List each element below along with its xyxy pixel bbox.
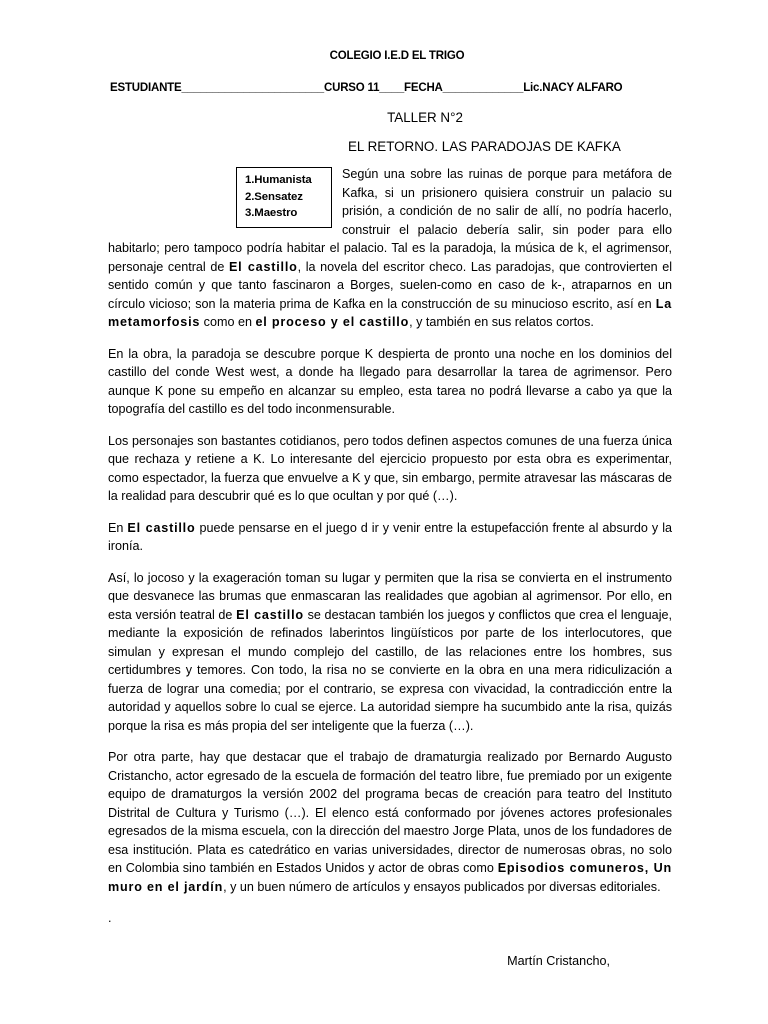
- options-box: [236, 167, 332, 228]
- title-el-castillo-3: El castillo: [236, 607, 304, 622]
- author-signature: Martín Cristancho,: [507, 953, 610, 968]
- document-subtitle: EL RETORNO. LAS PARADOJAS DE KAFKA: [348, 138, 621, 154]
- paragraph-2: En la obra, la paradoja se descubre porque K despierta de pronto una noche en los dominios del castillo del conde West west, a donde ha llegado para desarrollar la tarea de agrimensor. Pero aunque K pone su empeño en alcanzar su empleo, esta tarea no podrá llevarse a cabo ya que la topografía del castillo es del todo inconmensurable.: [108, 346, 672, 417]
- paragraph-1-seg-4: como en: [200, 315, 256, 330]
- paragraph-6-seg-1: Por otra parte, hay que destacar que el trabajo de dramaturgia realizado por Bernardo Augusto Cristancho, actor egresado de la escuela de formación del teatro libre, fue premiado por un exigente equipo de dramaturgos la versión 2002 del programa becas de creación para teatro del Instituto Distrital de Cultura y Turismo (…). El elenco está conformado por jóvenes actores profesionales egresados de la misma escuela, con la dirección del maestro Jorge Plata, unos de los fundadores de esa institución. Plata es catedrático en varias universidades, director de numerosas obras, no solo en Colombia sino también en Estados Unidos y actor de obras como: [108, 750, 672, 876]
- options-box-item-2: 2.Sensatez: [245, 190, 303, 203]
- paragraph-4-seg-1: En: [108, 520, 128, 535]
- student-info-line: ESTUDIANTE_______________________CURSO 11____FECHA_____________Lic.NACY ALFARO: [110, 82, 623, 94]
- paragraph-4: [108, 519, 672, 556]
- title-el-castillo: El castillo: [228, 259, 298, 274]
- paragraph-1-seg-5: , y también en sus relatos cortos.: [409, 315, 594, 330]
- paragraph-1-seg-1: Según una sobre las ruinas de porque para: [342, 167, 603, 182]
- paragraph-1: [108, 165, 672, 332]
- school-title: COLEGIO I.E.D EL TRIGO: [329, 50, 465, 62]
- titles-episodios-comuneros-un-muro-en-el-jardin: Episodios comuneros, Un muro en el jardín: [108, 861, 672, 894]
- options-box-item-1: 1.Humanista: [245, 174, 312, 187]
- paragraph-4-seg-2: puede pensarse en el juego d ir y venir entre la estupefacción frente al absurdo y la ironía.: [108, 520, 672, 554]
- options-box-item-3: 3.Maestro: [245, 207, 298, 220]
- paragraph-1-seg-3: , la novela del escritor checo. Las paradojas, que controvierten el sentido común y que tanto fascinaron a Borges, suelen-como en caso de k-, atraparnos en un círculo vicioso; son la materia prima de Kafka en la construcción de su minucioso escrito, así en: [108, 259, 672, 311]
- trailing-dot: .: [108, 911, 112, 926]
- workshop-title: TALLER N°2: [387, 110, 463, 125]
- title-la-metamorfosis: La metamorfosis: [108, 296, 672, 330]
- document-body: [0, 108, 768, 970]
- paragraph-3: Los personajes son bastantes cotidianos, pero todos definen aspectos comunes de una fuerza única que rechaza y retiene a K. Lo interesante del ejercicio propuesto por esta obra es experimentar, como espectador, la fuerza que envuelve a K y que, sin embargo, permite atravesar las máscaras de la realidad para descubrir qué es lo que ocultan y por qué (…).: [108, 433, 672, 504]
- paragraph-6-seg-2: , y un buen número de artículos y ensayos publicados por diversas editoriales.: [223, 879, 661, 894]
- paragraph-5-seg-2: se destacan también los juegos y conflictos que crea el lenguaje, mediante la exposición de refinados laberintos lingüísticos por parte de los interlocutores, que simulan y expresan el mundo complejo del castillo, de las relaciones entre los hombres, sus certidumbres y temores. Con todo, la risa no se convierte en la obra en una mera ridiculización a fuerza de lograr una comedia; por el contrario, se expresa con vivacidad, la contradicción entre la autoridad y aquellos sobre lo cual se ejerce. La autoridad siempre ha sucumbido ante la risa, quizás porque la risa es más propia del ser inteligente que la fuerza (…).: [108, 607, 672, 733]
- paragraph-5-seg-1: Así, lo jocoso y la exageración toman su lugar y permiten que la risa se convierta en el instrumento que desvanece las brumas que enmascaran las realidades que agobian al agrimensor. Por ello, en esta versión teatral de: [108, 570, 672, 622]
- title-el-proceso-y-el-castillo: el proceso y el castillo: [255, 315, 410, 330]
- paragraph-6: [108, 748, 672, 896]
- title-el-castillo-2: El castillo: [127, 520, 196, 535]
- paragraph-5: [108, 569, 672, 736]
- paragraph-1-seg-2: metáfora de Kafka, si un prisionero quisiera construir un palacio su prisión, a condición de no salir de allí, no podría hacerlo, construir el palacio debería salir, sin poder para ello habitarlo; pero tampoco podría habitar el palacio. Tal es la paradoja, la música de k, el agrimensor, personaje central de: [108, 167, 672, 274]
